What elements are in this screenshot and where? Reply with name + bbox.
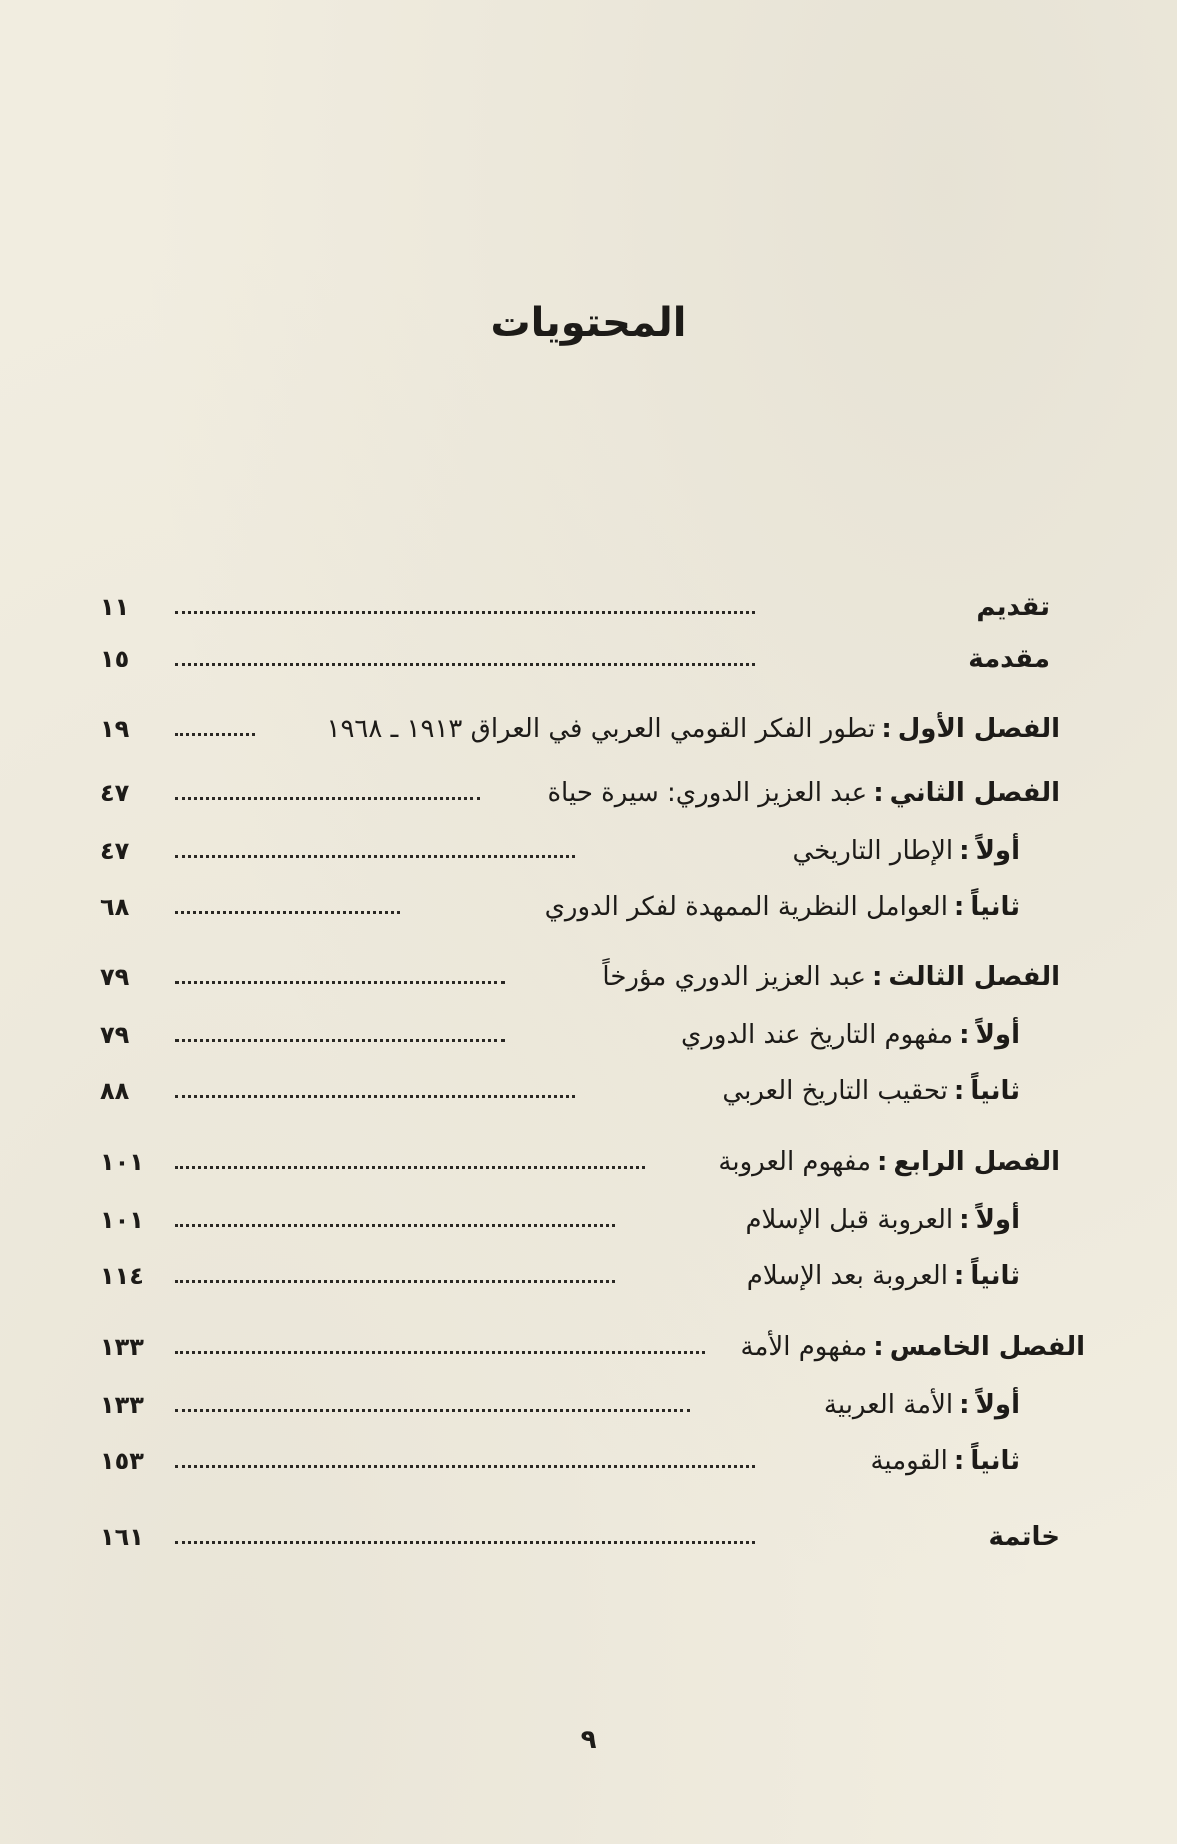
toc-label: مقدمة [968, 644, 1050, 674]
toc-separator: : [959, 1020, 970, 1050]
toc-page-number: ٨٨ [100, 1077, 130, 1105]
toc-text: تحقيب التاريخ العربي [722, 1076, 948, 1106]
toc-entry [968, 637, 1050, 681]
dot-leader [175, 981, 505, 984]
dot-leader [175, 1039, 505, 1042]
toc-row [100, 829, 1060, 873]
toc-separator: : [881, 714, 892, 744]
toc-page-number: ١٠١ [100, 1148, 144, 1176]
toc-page-number: ٤٧ [100, 779, 130, 807]
toc-separator: : [871, 962, 883, 992]
toc-page-number: ١٦١ [100, 1523, 144, 1551]
toc-label: تقديم [976, 592, 1050, 622]
toc-text: مفهوم الأمة [740, 1332, 868, 1362]
toc-row [100, 1013, 1060, 1057]
toc-row [100, 771, 1060, 815]
toc-row [100, 1198, 1060, 1242]
toc-text: عبد العزيز الدوري مؤرخاً [602, 962, 866, 992]
dot-leader [175, 1409, 690, 1412]
toc-label: ثانياً [970, 1076, 1020, 1106]
toc-page-number: ١٠١ [100, 1206, 144, 1234]
toc-entry [718, 1140, 1060, 1184]
toc-separator: : [953, 1446, 965, 1476]
toc-page-number: ١١٤ [100, 1262, 144, 1290]
toc-page-number: ٦٨ [100, 893, 130, 921]
toc-text: تطور الفكر القومي العربي في العراق ١٩١٣ ـ ١٩٦٨ [326, 714, 876, 744]
toc-entry [824, 1383, 1020, 1427]
toc-row [100, 1254, 1060, 1298]
toc-separator: : [873, 1332, 884, 1362]
toc-entry [327, 707, 1061, 751]
toc-page-number: ٤٧ [100, 837, 130, 865]
toc-separator: : [959, 836, 970, 866]
dot-leader [175, 911, 400, 914]
toc-text: العوامل النظرية الممهدة لفكر الدوري [544, 892, 948, 922]
toc-page-number: ١٥ [100, 645, 130, 673]
dot-leader [175, 1351, 705, 1354]
toc-text: العروبة بعد الإسلام [746, 1261, 948, 1291]
toc-entry [747, 1254, 1020, 1298]
toc-entry [722, 1069, 1020, 1113]
toc-label: أولاً [975, 836, 1020, 866]
toc-label: ثانياً [970, 1446, 1020, 1476]
toc-text: عبد العزيز الدوري: سيرة حياة [547, 778, 868, 808]
toc-separator: : [953, 1076, 965, 1106]
dot-leader [175, 1166, 645, 1169]
dot-leader [175, 855, 575, 858]
toc-entry [793, 829, 1021, 873]
toc-separator: : [959, 1390, 970, 1420]
toc-text: مفهوم العروبة [718, 1147, 872, 1177]
toc-page-number: ١٥٣ [100, 1447, 144, 1475]
dot-leader [175, 1224, 615, 1227]
toc-label: خاتمة [988, 1522, 1060, 1552]
toc-row [100, 1383, 1060, 1427]
toc-entry [989, 1515, 1060, 1559]
toc-label: الفصل الثاني [889, 778, 1060, 808]
toc-row [100, 1515, 1060, 1559]
dot-leader [175, 611, 755, 614]
toc-row [100, 1140, 1060, 1184]
toc-text: الإطار التاريخي [792, 836, 954, 866]
toc-entry [976, 585, 1050, 629]
toc-separator: : [953, 1261, 965, 1291]
toc-row [100, 1325, 1085, 1369]
toc-row [100, 885, 1060, 929]
toc-label: الفصل الثالث [888, 962, 1060, 992]
toc-text: الأمة العربية [823, 1390, 954, 1420]
dot-leader [175, 663, 755, 666]
toc-row [100, 637, 1060, 681]
toc-entry [545, 885, 1020, 929]
toc-separator: : [953, 892, 965, 922]
toc-entry [741, 1325, 1085, 1369]
toc-row [100, 955, 1060, 999]
toc-page-number: ١٣٣ [100, 1391, 144, 1419]
toc-label: الفصل الرابع [893, 1147, 1060, 1177]
toc-entry [870, 1439, 1020, 1483]
toc-entry [681, 1013, 1020, 1057]
dot-leader [175, 1541, 755, 1544]
toc-text: مفهوم التاريخ عند الدوري [681, 1020, 954, 1050]
dot-leader [175, 797, 480, 800]
toc-label: الفصل الخامس [889, 1332, 1085, 1362]
toc-page-number: ١٣٣ [100, 1333, 144, 1361]
toc-row [100, 1439, 1060, 1483]
toc-label: الفصل الأول [897, 714, 1060, 744]
toc-separator: : [959, 1205, 970, 1235]
dot-leader [175, 733, 255, 736]
toc-row [100, 707, 1060, 751]
toc-page-number: ١١ [100, 593, 130, 621]
toc-entry [602, 955, 1060, 999]
toc-text: القومية [870, 1446, 948, 1476]
toc-separator: : [873, 778, 884, 808]
dot-leader [175, 1465, 755, 1468]
toc-page-number: ١٩ [100, 715, 130, 743]
toc-page-number: ٧٩ [100, 963, 130, 991]
toc-label: أولاً [975, 1390, 1020, 1420]
footer-page-number: ٩ [580, 1725, 597, 1755]
toc-page-number: ٧٩ [100, 1021, 130, 1049]
toc-entry [547, 771, 1060, 815]
dot-leader [175, 1095, 575, 1098]
toc-entry [745, 1198, 1020, 1242]
toc-label: ثانياً [970, 892, 1020, 922]
dot-leader [175, 1280, 615, 1283]
toc-label: أولاً [975, 1205, 1020, 1235]
toc-row [100, 1069, 1060, 1113]
toc-row [100, 585, 1060, 629]
page-title: المحتويات [490, 300, 687, 346]
toc-text: العروبة قبل الإسلام [745, 1205, 954, 1235]
toc-label: ثانياً [970, 1261, 1020, 1291]
toc-label: أولاً [975, 1020, 1020, 1050]
toc-separator: : [877, 1147, 888, 1177]
